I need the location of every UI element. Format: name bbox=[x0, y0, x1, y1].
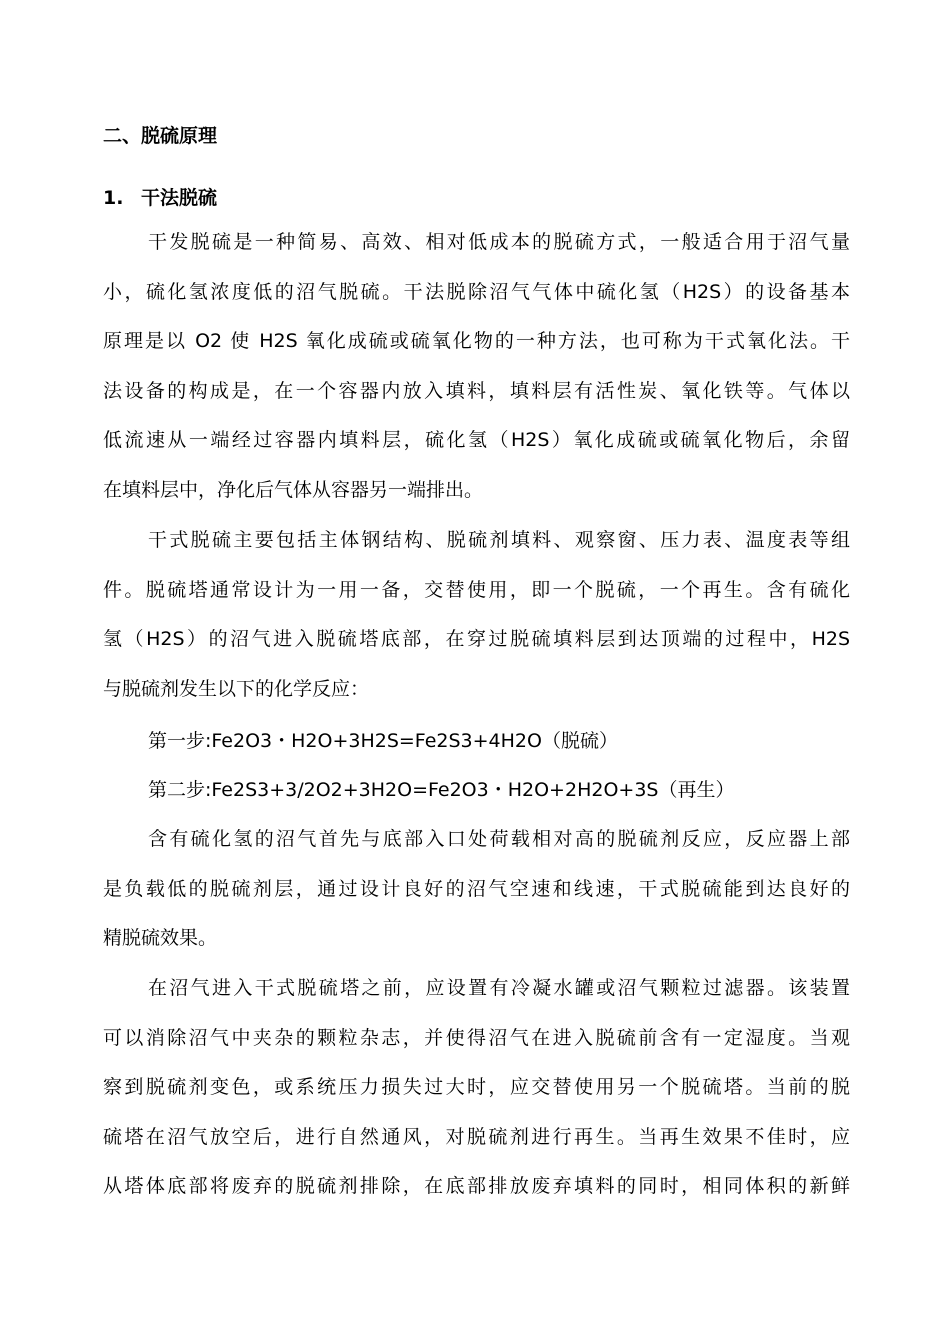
subsection-title: 干法脱硫 bbox=[141, 187, 218, 209]
paragraph-pretreatment-regeneration bbox=[103, 964, 850, 1212]
paragraph-line: 法设备的构成是，在一个容器内放入填料，填料层有活性炭、氧化铁等。气体以 bbox=[103, 379, 850, 402]
paragraph-line: 小，硫化氢浓度低的沼气脱硫。干法脱除沼气气体中硫化氢（H2S）的设备基本 bbox=[103, 280, 850, 303]
paragraph-reaction-process bbox=[103, 815, 850, 964]
paragraph-dry-desulfurization-components bbox=[103, 516, 850, 714]
subsection-heading bbox=[103, 184, 217, 212]
paragraph-line: 含有硫化氢的沼气首先与底部入口处荷载相对高的脱硫剂反应，反应器上部 bbox=[148, 828, 850, 850]
paragraph-line: 干发脱硫是一种简易、高效、相对低成本的脱硫方式，一般适合用于沼气量 bbox=[148, 231, 850, 253]
paragraph-line: 可以消除沼气中夹杂的颗粒杂志，并使得沼气在进入脱硫前含有一定湿度。当观 bbox=[103, 1026, 850, 1049]
paragraph-line: 精脱硫效果。 bbox=[103, 927, 218, 950]
paragraph-line: 在填料层中，净化后气体从容器另一端排出。 bbox=[103, 478, 484, 501]
paragraph-line: 低流速从一端经过容器内填料层，硫化氢（H2S）氧化成硫或硫氧化物后，余留 bbox=[103, 429, 850, 452]
paragraph-line: 与脱硫剂发生以下的化学反应： bbox=[103, 677, 370, 700]
paragraph-line: 在沼气进入干式脱硫塔之前，应设置有冷凝水罐或沼气颗粒过滤器。该装置 bbox=[148, 977, 850, 999]
reaction-step-2: 第二步:Fe2S3+3/2O2+3H2O=Fe2O3・H2O+2H2O+3S（再生） bbox=[148, 779, 735, 801]
paragraph-line: 干式脱硫主要包括主体钢结构、脱硫剂填料、观察窗、压力表、温度表等组 bbox=[148, 529, 850, 551]
section-heading: 二、脱硫原理 bbox=[103, 125, 218, 147]
paragraph-line: 氢（H2S）的沼气进入脱硫塔底部，在穿过脱硫填料层到达顶端的过程中，H2S bbox=[103, 628, 850, 651]
subsection-number: 1. bbox=[103, 187, 124, 209]
reaction-step-1: 第一步:Fe2O3・H2O+3H2S=Fe2S3+4H2O（脱硫） bbox=[148, 730, 618, 752]
paragraph-line: 察到脱硫剂变色，或系统压力损失过大时，应交替使用另一个脱硫塔。当前的脱 bbox=[103, 1076, 850, 1099]
paragraph-line: 原理是以 O2 使 H2S 氧化成硫或硫氧化物的一种方法，也可称为干式氧化法。干 bbox=[103, 330, 850, 353]
paragraph-line: 从塔体底部将废弃的脱硫剂排除，在底部排放废弃填料的同时，相同体积的新鲜 bbox=[103, 1175, 850, 1198]
paragraph-line: 硫塔在沼气放空后，进行自然通风，对脱硫剂进行再生。当再生效果不佳时，应 bbox=[103, 1125, 850, 1148]
paragraph-line: 是负载低的脱硫剂层，通过设计良好的沼气空速和线速，干式脱硫能到达良好的 bbox=[103, 877, 850, 900]
paragraph-line: 件。脱硫塔通常设计为一用一备，交替使用，即一个脱硫，一个再生。含有硫化 bbox=[103, 578, 850, 601]
paragraph-dry-desulfurization-intro bbox=[103, 218, 850, 516]
